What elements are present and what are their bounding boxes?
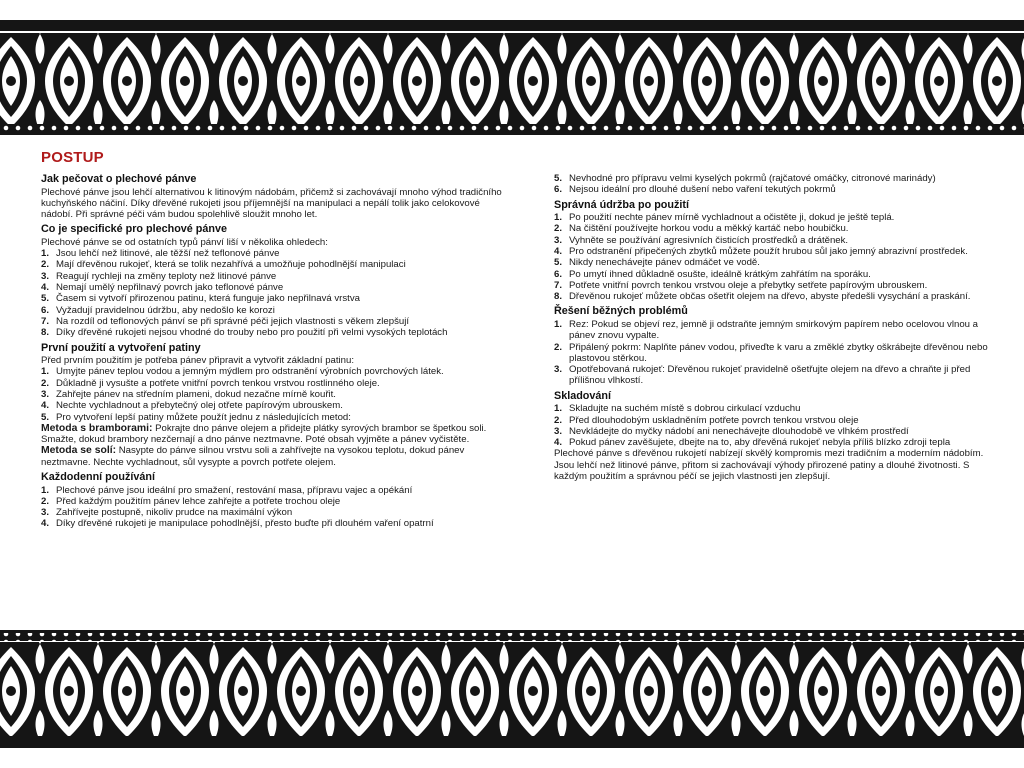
section-maintenance	[554, 199, 994, 303]
daily-use-list-continued	[554, 173, 994, 196]
section-troubleshooting	[554, 305, 994, 386]
list-item: 2. Připálený pokrm: Naplňte pánev vodou, přiveďte k varu a změklé zbytky oškrábejte dřevěnou nebo plastovou stěrkou.	[554, 341, 988, 364]
daily-use-list	[41, 485, 503, 530]
list-item: 5. Nevhodné pro přípravu velmi kyselých pokrmů (rajčatové omáčky, citronové marinády)	[554, 173, 936, 184]
list-item: 8. Díky dřevěné rukojeti nejsou vhodné do trouby nebo pro použití při velmi vysokých teplotách	[41, 327, 448, 339]
list-item: 2. Mají dřevěnou rukojeť, která se tolik nezahřívá a umožňuje pohodlnější manipulaci	[41, 259, 406, 271]
list-item: 5. Nikdy nenechávejte pánev odmáčet ve vodě.	[554, 257, 760, 269]
list-item: 3. Reagují rychleji na změny teploty než litinové pánve	[41, 270, 277, 282]
specifics-list	[41, 248, 503, 338]
page-title: POSTUP	[41, 149, 104, 166]
section-heading: Řešení běžných problémů	[554, 305, 688, 318]
list-item: 4. Pokud pánev zavěšujete, dbejte na to, aby dřevěná rukojeť nebyla příliš blízko zdroji tepla	[554, 437, 951, 449]
section-heading: Skladování	[554, 389, 612, 402]
list-item: 1. Jsou lehčí než litinové, ale těžší než teflonové pánve	[41, 248, 280, 260]
section-heading: Co je specifické pro plechové pánve	[41, 223, 228, 236]
list-item: 6. Vyžadují pravidelnou údržbu, aby nedošlo ke korozi	[41, 304, 275, 316]
top-ornament-band	[0, 20, 1024, 136]
left-column	[41, 170, 503, 530]
list-item: 7. Potřete vnitřní povrch tenkou vrstvou oleje a přebytky setřete papírovým ubrouskem.	[554, 279, 928, 291]
method-salt: Metoda se solí: Nasypte do pánve silnou vrstvu soli a zahřívejte na vysokou teplotu, dokud pánev neztmavne. Nechte vychladnout, sůl vysypte a povrch potřete olejem.	[41, 445, 465, 468]
list-item: 2. Před každým použitím pánev lehce zahřejte a potřete trochou oleje	[41, 495, 341, 507]
section-heading: První použití a vytvoření patiny	[41, 341, 201, 354]
ornament-pattern-bottom	[0, 630, 1024, 748]
list-item: 3. Vyhněte se používání agresivních čisticích prostředků a drátěnek.	[554, 234, 849, 246]
list-item: 6. Po umytí ihned důkladně osušte, ideálně krátkým zahřátím na sporáku.	[554, 268, 871, 280]
ornament-pattern-top	[0, 20, 1024, 136]
bottom-ornament-band	[0, 630, 1024, 748]
closing-paragraph: Plechové pánve s dřevěnou rukojetí nabízejí skvělý kompromis mezi tradičním a moderním nádobím. Jsou lehčí než litinové pánve, přitom si zachovávají výhody přirozené patiny a dlouhé životnosti. S každým použitím a správnou péčí se jejich vlastnosti jen zlepšují.	[554, 448, 984, 483]
list-item: 3. Nevkládejte do myčky nádobí ani nenechávejte dlouhodobě ve vlhkém prostředí	[554, 425, 909, 437]
list-item: 1. Po použití nechte pánev mírně vychladnout a očistěte ji, dokud je ještě teplá.	[554, 212, 895, 224]
list-item: 1. Rez: Pokud se objeví rez, jemně ji odstraňte jemným smirkovým papírem nebo ocelovou vlnou a pánev znovu vypalte.	[554, 318, 978, 342]
list-item: 5. Časem si vytvoří přirozenou patinu, která funguje jako nepřilnavá vrstva	[41, 293, 360, 305]
section-daily-use	[41, 471, 503, 530]
list-item: 7. Na rozdíl od teflonových pánví se při správné péči jejich vlastnosti s věkem zlepšují	[41, 315, 410, 327]
list-item: 3. Zahřívejte postupně, nikoliv prudce na maximální výkon	[41, 507, 293, 519]
list-item: 2. Před dlouhodobým uskladněním potřete povrch tenkou vrstvou oleje	[554, 414, 859, 426]
first-use-list	[41, 366, 503, 422]
list-item: 1. Plechové pánve jsou ideální pro smažení, restování masa, přípravu vajec a opékání	[41, 484, 413, 496]
method-potatoes: Metoda s bramborami: Pokrajte dno pánve olejem a přidejte plátky syrových brambor se špetkou soli. Smažte, dokud brambory nezčernají a dno pánve neztmavne. Poté obsah vyjměte a pánev vyčistěte.	[41, 422, 487, 446]
section-first-use	[41, 342, 503, 468]
list-item: 3. Zahřejte pánev na středním plameni, dokud nezačne mírně kouřit.	[41, 388, 336, 400]
section-daily-use-continued	[554, 173, 994, 196]
right-column	[554, 173, 994, 482]
list-item: 8. Dřevěnou rukojeť můžete občas ošetřit olejem na dřevo, abyste předešli vysychání a praskání.	[554, 291, 971, 303]
list-item: 4. Díky dřevěné rukojeti je manipulace pohodlnější, přesto buďte při dlouhém vaření opatrní	[41, 518, 434, 530]
troubleshooting-list	[554, 319, 994, 387]
list-item: 4. Pro odstranění připečených zbytků můžete použít hrubou sůl jako jemný abrazivní prostředek.	[554, 245, 968, 257]
section-heading: Každodenní používání	[41, 471, 155, 484]
section-heading: Správná údržba po použití	[554, 198, 689, 211]
list-item: 1. Umyjte pánev teplou vodou a jemným mýdlem pro odstranění výrobních povrchových látek.	[41, 366, 444, 378]
section-intro: Před prvním použitím je potřeba pánev připravit a vytvořit základní patinu:	[41, 355, 355, 367]
list-item: 6. Nejsou ideální pro dlouhé dušení nebo vaření tekutých pokrmů	[554, 184, 836, 196]
storage-list	[554, 403, 994, 448]
list-item: 5. Pro vytvoření lepší patiny můžete použít jednu z následujících metod:	[41, 411, 351, 423]
section-storage	[554, 390, 994, 483]
maintenance-list	[554, 212, 994, 302]
section-heading: Jak pečovat o plechové pánve	[41, 173, 197, 185]
section-care	[41, 173, 503, 220]
section-intro: Plechové pánve se od ostatních typů pánví liší v několika ohledech:	[41, 236, 328, 248]
list-item: 2. Důkladně ji vysušte a potřete vnitřní povrch tenkou vrstvou rostlinného oleje.	[41, 377, 380, 389]
list-item: 4. Nechte vychladnout a přebytečný olej otřete papírovým ubrouskem.	[41, 400, 343, 412]
list-item: 4. Nemají umělý nepřilnavý povrch jako teflonové pánve	[41, 282, 284, 294]
list-item: 2. Na čištění používejte horkou vodu a měkký kartáč nebo houbičku.	[554, 223, 849, 235]
section-specifics	[41, 223, 503, 338]
section-paragraph: Plechové pánve jsou lehčí alternativou k litinovým nádobám, přičemž si zachovávají mnoho výhod tradičního kuchyňského náčiní. Díky dřevěné rukojeti jsou příjemnější na manipulaci a nepálí tolik jako celokovové nádobí. Při správné péči vám budou spolehlivě sloužit mnoho let.	[41, 186, 502, 221]
list-item: 1. Skladujte na suchém místě s dobrou cirkulací vzduchu	[554, 403, 801, 415]
list-item: 3. Opotřebovaná rukojeť: Dřevěnou rukojeť pravidelně ošetřujte olejem na dřevo a chraňte ji před přílišnou vlhkostí.	[554, 364, 971, 387]
